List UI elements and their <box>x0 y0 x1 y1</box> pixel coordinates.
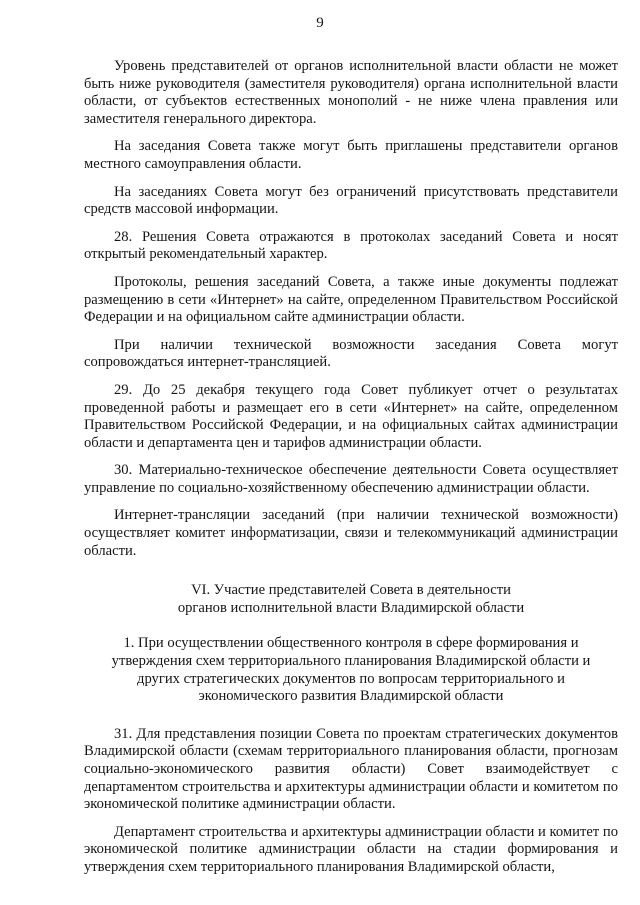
paragraph: Департамент строительства и архитектуры администрации области и комитет по экономической политике администрации области на стадии формирования и утверждения схем территориального планирования Владимирской области, <box>84 823 618 875</box>
subsection-heading-line: утверждения схем территориального планирования Владимирской области и <box>111 653 591 670</box>
paragraph: При наличии технической возможности заседания Совета могут сопровождаться интернет-трансляцией. <box>84 336 618 371</box>
paragraph: 31. Для представления позиции Совета по проектам стратегических документов Владимирской области (схемам территориального планирования области, прогнозам социально-экономического развития области) Совет взаимодействует с департаментом строительства и архитектуры администрации области и комитетом по экономической политике администрации области. <box>84 725 618 813</box>
paragraph: 29. До 25 декабря текущего года Совет публикует отчет о результатах проведенной работы и размещает его в сети «Интернет» на сайте, определенном Правительством Российской Федерации, и на официальных сайтах администрации области и департамента цен и тарифов администрации области. <box>84 381 618 451</box>
paragraph: Уровень представителей от органов исполнительной власти области не может быть ниже руководителя (заместителя руководителя) органа исполнительной власти области, от субъектов естественных монополий - не ниже члена правления или заместителя генерального директора. <box>84 58 618 127</box>
subsection-heading-line: других стратегических документов по вопросам территориального и <box>137 670 565 687</box>
paragraph: Интернет-трансляции заседаний (при наличии технической возможности) осуществляет комитет информатизации, связи и телекоммуникаций администрации области. <box>84 507 618 559</box>
section-heading <box>84 582 618 617</box>
section-heading-line: органов исполнительной власти Владимирской области <box>177 599 525 616</box>
paragraph: 28. Решения Совета отражаются в протоколах заседаний Совета и носят открытый рекомендательный характер. <box>84 228 618 263</box>
section-heading-line: VI. Участие представителей Совета в деятельности <box>191 582 511 599</box>
paragraph: 30. Материально-техническое обеспечение деятельности Совета осуществляет управление по социально-хозяйственному обеспечению администрации области. <box>84 462 618 496</box>
paragraph: На заседания Совета также могут быть приглашены представители органов местного самоуправления области. <box>84 138 618 172</box>
subsection-heading-line: экономического развития Владимирской области <box>198 688 504 705</box>
subsection-heading <box>84 635 618 705</box>
page-number: 9 <box>316 15 324 31</box>
document-body <box>84 58 618 887</box>
subsection-heading-line: 1. При осуществлении общественного контроля в сфере формирования и <box>123 635 579 652</box>
paragraph: Протоколы, решения заседаний Совета, а также иные документы подлежат размещению в сети «Интернет» на сайте, определенном Правительством Российской Федерации и на официальном сайте администрации области. <box>84 273 618 326</box>
paragraph: На заседаниях Совета могут без ограничений присутствовать представители средств массовой информации. <box>84 183 618 218</box>
